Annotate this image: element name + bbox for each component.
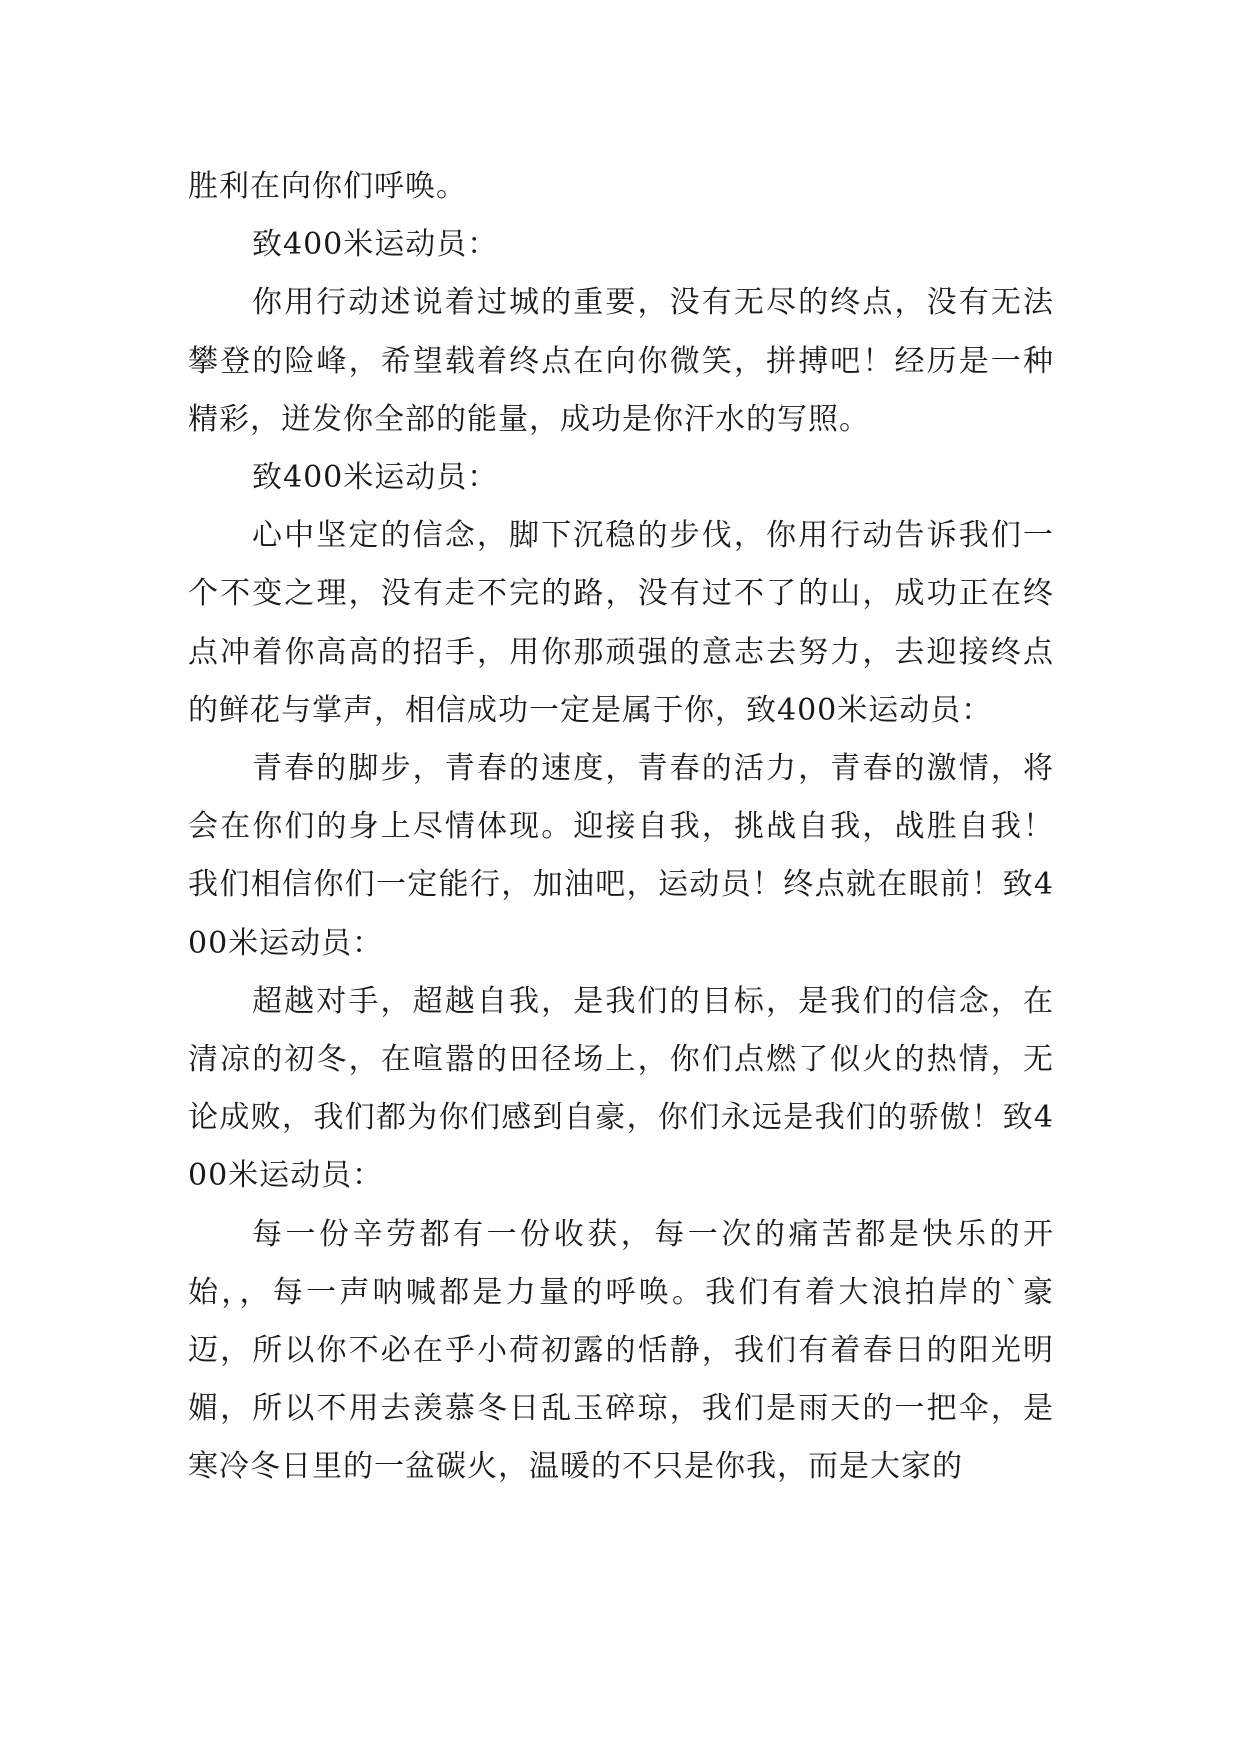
paragraph-8: 每一份辛劳都有一份收获，每一次的痛苦都是快乐的开始，，每一声呐喊都是力量的呼唤。我们有着大浪拍岸的`豪迈，所以你不必在乎小荷初露的恬静，我们有着春日的阳光明媚，所以不用去羡慕冬日乱玉碎琼，我们是雨天的一把伞，是寒冷冬日里的一盆碳火，温暖的不只是你我，而是大家的 bbox=[188, 1216, 1054, 1485]
document-body bbox=[188, 158, 1054, 1497]
paragraph-3: 你用行动述说着过城的重要，没有无尽的终点，没有无法攀登的险峰，希望载着终点在向你微笑，拼搏吧！经历是一种精彩，迸发你全部的能量，成功是你汗水的写照。 bbox=[188, 285, 1054, 437]
paragraph-5: 心中坚定的信念，脚下沉稳的步伐，你用行动告诉我们一个不变之理，没有走不完的路，没有过不了的山，成功正在终点冲着你高高的招手，用你那顽强的意志去努力，去迎接终点的鲜花与掌声，相信成功一定是属于你，致400米运动员： bbox=[188, 518, 1054, 728]
paragraph-4: 致400米运动员： bbox=[252, 460, 499, 496]
paragraph-7: 超越对手，超越自我，是我们的目标，是我们的信念，在清凉的初冬，在喧嚣的田径场上，你们点燃了似火的热情，无论成败，我们都为你们感到自豪，你们永远是我们的骄傲！致400米运动员： bbox=[188, 983, 1054, 1194]
paragraph-2: 致400米运动员： bbox=[252, 227, 499, 263]
paragraph-6: 青春的脚步，青春的速度，青春的活力，青春的激情，将会在你们的身上尽情体现。迎接自我，挑战自我，战胜自我！我们相信你们一定能行，加油吧，运动员！终点就在眼前！致400米运动员： bbox=[188, 751, 1054, 961]
paragraph-1: 胜利在向你们呼唤。 bbox=[188, 169, 467, 204]
